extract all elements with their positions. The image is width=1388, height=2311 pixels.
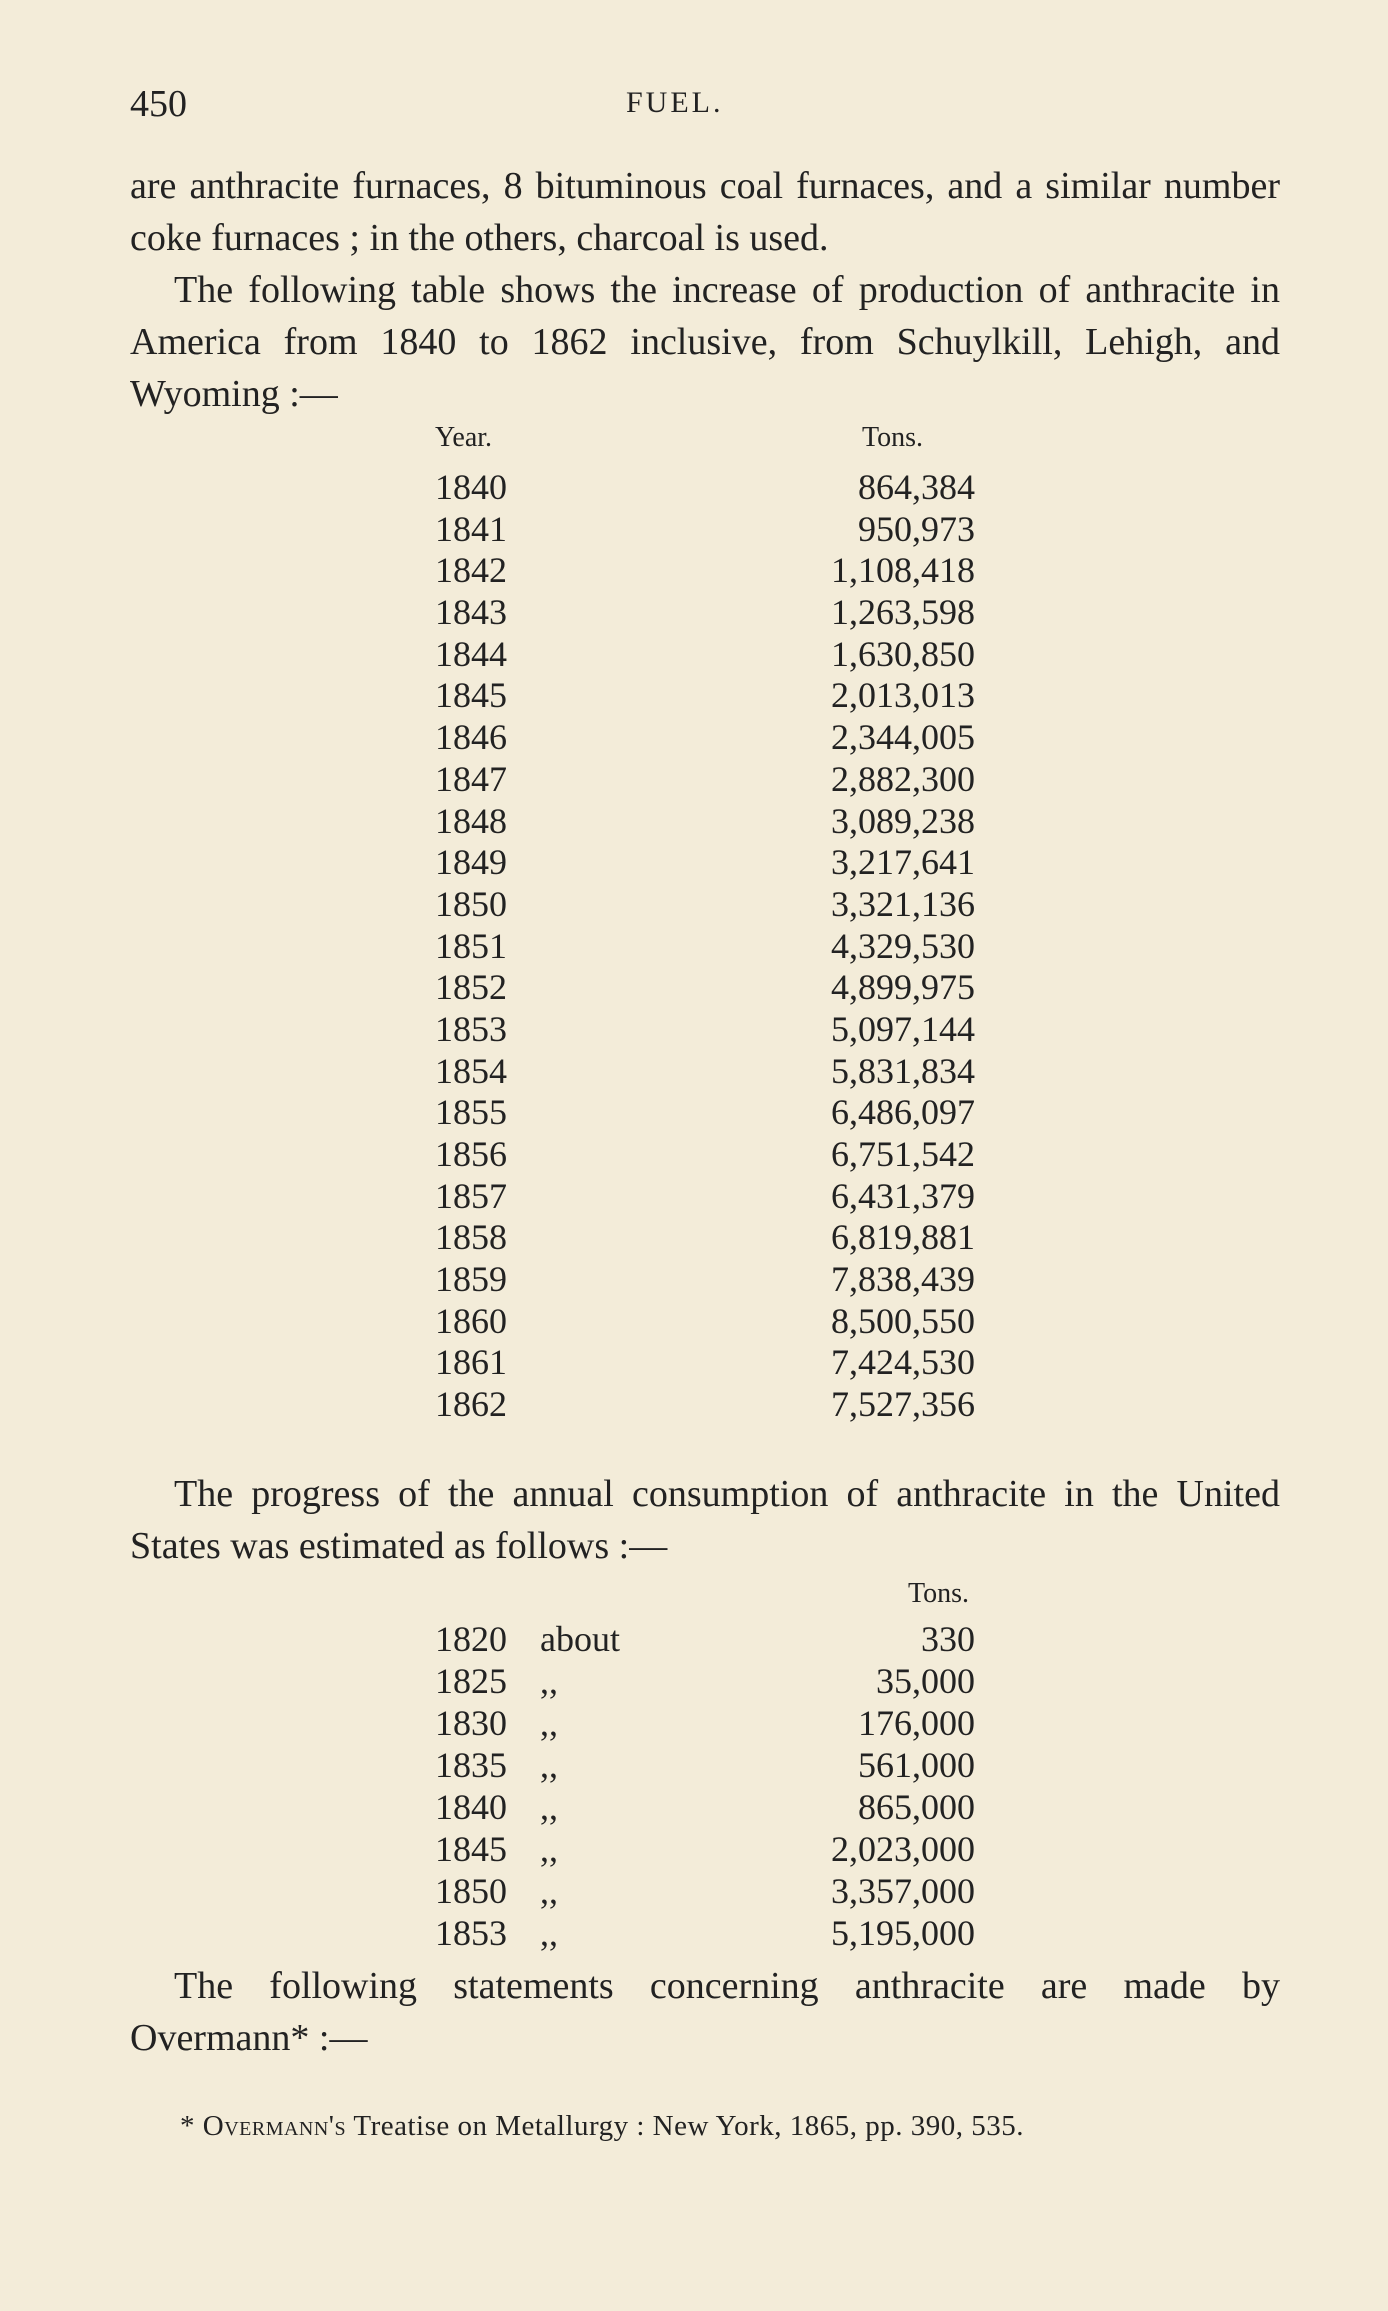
year-cell: 1841 bbox=[435, 508, 507, 549]
tons-cell: 3,321,136 bbox=[831, 883, 975, 924]
table-row bbox=[435, 1258, 975, 1300]
qualifier-cell: ,, bbox=[540, 1829, 558, 1869]
qualifier-cell: about bbox=[540, 1619, 620, 1659]
table-row bbox=[435, 674, 975, 716]
year-cell: 1852 bbox=[435, 967, 507, 1008]
qualifier-cell: ,, bbox=[540, 1913, 558, 1953]
table-row bbox=[435, 1175, 975, 1217]
year-cell: 1842 bbox=[435, 550, 507, 591]
tons-cell: 2,013,013 bbox=[831, 675, 975, 716]
year-cell: 1845 bbox=[435, 1829, 507, 1869]
consumption-table-header bbox=[435, 1578, 975, 1618]
table-row bbox=[435, 1008, 975, 1050]
year-cell: 1825 bbox=[435, 1661, 507, 1701]
tons-cell: 6,751,542 bbox=[831, 1134, 975, 1174]
consumption-tons-header: Tons. bbox=[907, 1578, 969, 1609]
tons-cell: 5,831,834 bbox=[831, 1050, 975, 1091]
table-row bbox=[435, 925, 975, 967]
production-table-header bbox=[435, 422, 975, 466]
year-cell: 1854 bbox=[435, 1050, 507, 1091]
tons-cell: 3,089,238 bbox=[831, 800, 975, 841]
table-row bbox=[435, 1383, 975, 1425]
year-cell: 1859 bbox=[435, 1259, 507, 1300]
tons-cell: 4,329,530 bbox=[831, 925, 975, 966]
year-cell: 1862 bbox=[435, 1384, 507, 1425]
year-cell: 1857 bbox=[435, 1175, 507, 1216]
footnote-marker: * bbox=[180, 2110, 195, 2142]
table-row bbox=[435, 633, 975, 675]
year-cell: 1830 bbox=[435, 1703, 507, 1743]
year-cell: 1851 bbox=[435, 925, 507, 966]
year-cell: 1840 bbox=[435, 467, 507, 507]
table-row bbox=[435, 549, 975, 591]
tons-cell: 1,263,598 bbox=[831, 592, 975, 633]
year-cell: 1840 bbox=[435, 1787, 507, 1827]
table-row bbox=[435, 841, 975, 883]
year-cell: 1861 bbox=[435, 1342, 507, 1383]
year-cell: 1860 bbox=[435, 1300, 507, 1341]
tons-cell: 7,527,356 bbox=[831, 1384, 975, 1425]
tons-cell: 1,108,418 bbox=[831, 550, 975, 591]
tons-cell: 6,431,379 bbox=[831, 1175, 975, 1216]
page-header bbox=[130, 82, 1280, 132]
tons-cell: 4,899,975 bbox=[831, 967, 975, 1008]
consumption-table bbox=[435, 1578, 975, 1954]
tons-cell: 3,357,000 bbox=[831, 1871, 975, 1911]
table-row bbox=[435, 1300, 975, 1342]
table-row bbox=[435, 466, 975, 508]
year-cell: 1843 bbox=[435, 592, 507, 633]
tons-cell: 2,023,000 bbox=[831, 1829, 975, 1869]
table-row bbox=[435, 591, 975, 633]
year-cell: 1855 bbox=[435, 1092, 507, 1133]
tons-cell: 330 bbox=[921, 1619, 975, 1659]
tons-cell: 5,097,144 bbox=[831, 1008, 975, 1049]
tons-cell: 5,195,000 bbox=[831, 1913, 975, 1953]
table-row bbox=[435, 716, 975, 758]
page-number: 450 bbox=[130, 83, 187, 125]
tons-cell: 3,217,641 bbox=[831, 842, 975, 883]
footnote-author: Overmann's bbox=[202, 2110, 347, 2142]
consumption-table-body bbox=[435, 1618, 975, 1954]
paragraph-overmann: The following statements concerning anthracite are made by Overmann* :— bbox=[130, 1965, 1280, 2059]
table-row bbox=[435, 966, 975, 1008]
table-row bbox=[435, 1828, 975, 1870]
qualifier-cell: ,, bbox=[540, 1745, 558, 1785]
tons-cell: 7,424,530 bbox=[831, 1342, 975, 1383]
year-column-header: Year. bbox=[435, 422, 493, 453]
table-row bbox=[435, 883, 975, 925]
production-table-body bbox=[435, 466, 975, 1425]
table-row bbox=[435, 1091, 975, 1133]
tons-cell: 8,500,550 bbox=[831, 1300, 975, 1341]
year-cell: 1845 bbox=[435, 675, 507, 716]
paragraph-consumption-intro: The progress of the annual consumption of anthracite in the United States was estimated as follows :— bbox=[130, 1473, 1280, 1567]
year-cell: 1850 bbox=[435, 883, 507, 924]
year-cell: 1835 bbox=[435, 1745, 507, 1785]
table-row bbox=[435, 1618, 975, 1660]
year-cell: 1858 bbox=[435, 1217, 507, 1258]
qualifier-cell: ,, bbox=[540, 1703, 558, 1743]
table-row bbox=[435, 1744, 975, 1786]
year-cell: 1844 bbox=[435, 633, 507, 674]
qualifier-cell: ,, bbox=[540, 1871, 558, 1911]
paragraph-intro: are anthracite furnaces, 8 bituminous coal furnaces, and a similar number coke furnaces ; in the others, charcoal is used. bbox=[130, 165, 1280, 259]
tons-column-header: Tons. bbox=[861, 422, 923, 453]
year-cell: 1847 bbox=[435, 758, 507, 799]
footnote-text: Treatise on Metallurgy : New York, 1865, pp. 390, 535. bbox=[353, 2110, 1025, 2142]
year-cell: 1856 bbox=[435, 1134, 507, 1174]
table-row bbox=[435, 800, 975, 842]
table-row bbox=[435, 1870, 975, 1912]
year-cell: 1849 bbox=[435, 842, 507, 883]
production-table bbox=[435, 422, 975, 1425]
tons-cell: 35,000 bbox=[876, 1661, 975, 1701]
table-row bbox=[435, 1912, 975, 1954]
tons-cell: 176,000 bbox=[858, 1703, 975, 1743]
tons-cell: 950,973 bbox=[858, 508, 975, 549]
table-row bbox=[435, 1786, 975, 1828]
table-row bbox=[435, 508, 975, 550]
tons-cell: 6,486,097 bbox=[831, 1092, 975, 1133]
footnote bbox=[180, 2110, 1024, 2143]
qualifier-cell: ,, bbox=[540, 1661, 558, 1701]
year-cell: 1850 bbox=[435, 1871, 507, 1911]
year-cell: 1848 bbox=[435, 800, 507, 841]
tons-cell: 865,000 bbox=[858, 1787, 975, 1827]
tons-cell: 7,838,439 bbox=[831, 1259, 975, 1300]
qualifier-cell: ,, bbox=[540, 1787, 558, 1827]
table-row bbox=[435, 1133, 975, 1175]
tons-cell: 2,882,300 bbox=[831, 758, 975, 799]
tons-cell: 6,819,881 bbox=[831, 1217, 975, 1258]
table-row bbox=[435, 1702, 975, 1744]
tons-cell: 864,384 bbox=[858, 467, 975, 507]
year-cell: 1853 bbox=[435, 1913, 507, 1953]
tons-cell: 2,344,005 bbox=[831, 717, 975, 758]
year-cell: 1853 bbox=[435, 1008, 507, 1049]
table-row bbox=[435, 1341, 975, 1383]
running-head: FUEL. bbox=[626, 86, 724, 119]
tons-cell: 561,000 bbox=[858, 1745, 975, 1785]
year-cell: 1820 bbox=[435, 1619, 507, 1659]
year-cell: 1846 bbox=[435, 717, 507, 758]
tons-cell: 1,630,850 bbox=[831, 633, 975, 674]
table-row bbox=[435, 1050, 975, 1092]
paragraph-table-intro: The following table shows the increase of production of anthracite in America from 1840 to 1862 inclusive, from Schuylkill, Lehigh, and Wyoming :— bbox=[130, 269, 1280, 415]
table-row bbox=[435, 1660, 975, 1702]
table-row bbox=[435, 1216, 975, 1258]
table-row bbox=[435, 758, 975, 800]
